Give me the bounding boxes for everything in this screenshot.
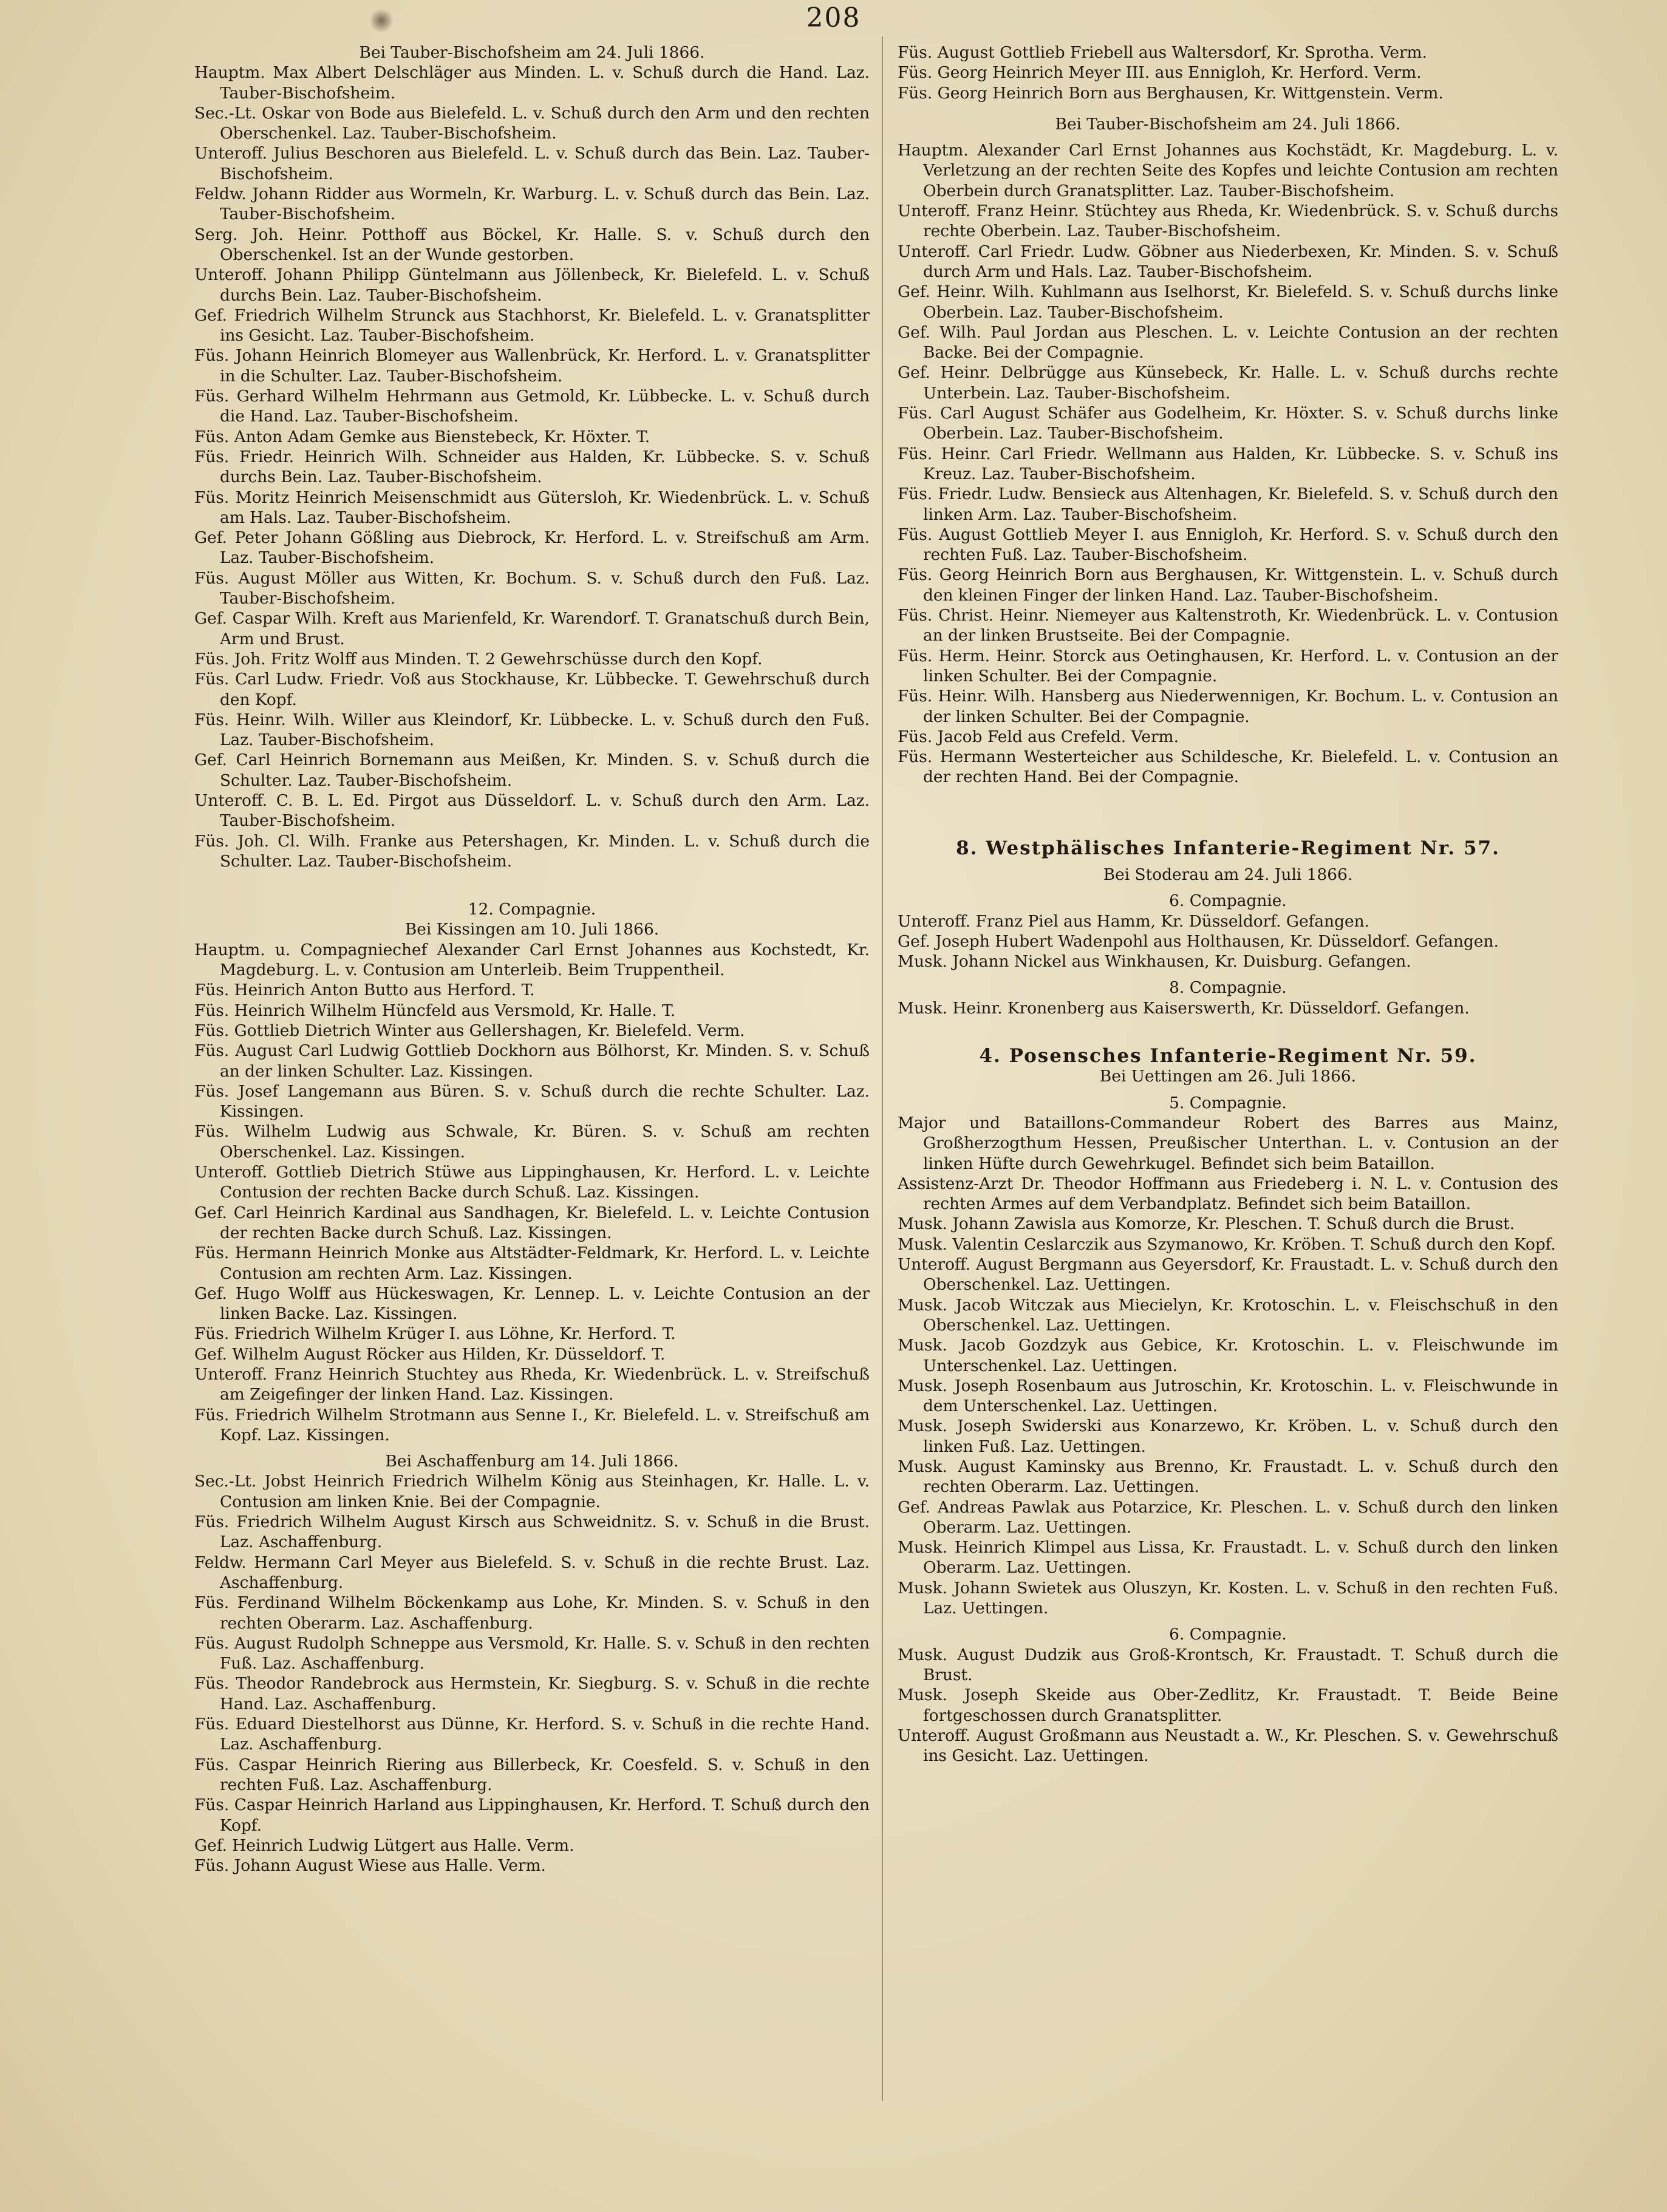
casualty-entry: Füs. Georg Heinrich Born aus Berghausen, Kr. Wittgenstein. L. v. Schuß durch den kleinen Finger der linken Hand. Laz. Tauber-Bischofsheim. bbox=[898, 565, 1558, 605]
casualty-entry: Musk. Joseph Swiderski aus Konarzewo, Kr. Kröben. L. v. Schuß durch den linken Fuß. Laz. Uettingen. bbox=[898, 1417, 1558, 1456]
casualty-entry: Gef. Joseph Hubert Wadenpohl aus Holthausen, Kr. Düsseldorf. Gefangen. bbox=[898, 931, 1499, 951]
casualty-entry: Gef. Hugo Wolff aus Hückeswagen, Kr. Lennep. L. v. Leichte Contusion an der linken Backe. Laz. Kissingen. bbox=[194, 1284, 870, 1324]
casualty-entry: Füs. Caspar Heinrich Harland aus Lippinghausen, Kr. Herford. T. Schuß durch den Kopf. bbox=[194, 1795, 870, 1835]
casualty-entry: Musk. Heinrich Klimpel aus Lissa, Kr. Fraustadt. L. v. Schuß durch den linken Oberarm. Laz. Uettingen. bbox=[898, 1538, 1558, 1577]
casualty-entry: Musk. August Kaminsky aus Brenno, Kr. Fraustadt. L. v. Schuß durch den rechten Oberarm. Laz. Uettingen. bbox=[898, 1457, 1558, 1497]
casualty-entry: Füs. Georg Heinrich Meyer III. aus Ennigloh, Kr. Herford. Verm. bbox=[898, 63, 1422, 83]
casualty-entry: Füs. Eduard Diestelhorst aus Dünne, Kr. Herford. S. v. Schuß in die rechte Hand. Laz. Aschaffenburg. bbox=[194, 1715, 870, 1754]
casualty-entry: Füs. Carl August Schäfer aus Godelheim, Kr. Höxter. S. v. Schuß durchs linke Oberbein. Laz. Tauber-Bischofsheim. bbox=[898, 404, 1558, 443]
section-heading: Bei Uettingen am 26. Juli 1866. bbox=[1099, 1067, 1357, 1086]
casualty-entry: Musk. Johann Zawisla aus Komorze, Kr. Pleschen. T. Schuß durch die Brust. bbox=[898, 1214, 1515, 1234]
casualty-entry: Füs. August Möller aus Witten, Kr. Bochum. S. v. Schuß durch den Fuß. Laz. Tauber-Bischofsheim. bbox=[194, 568, 870, 608]
casualty-entry: Sec.-Lt. Oskar von Bode aus Bielefeld. L. v. Schuß durch den Arm und den rechten Oberschenkel. Laz. Tauber-Bischofsheim. bbox=[194, 103, 870, 143]
casualty-entry: Gef. Friedrich Wilhelm Strunck aus Stachhorst, Kr. Bielefeld. L. v. Granatsplitter ins Gesicht. Laz. Tauber-Bischofsheim. bbox=[194, 305, 870, 345]
casualty-entry: Füs. Joh. Fritz Wolff aus Minden. T. 2 Gewehrschüsse durch den Kopf. bbox=[194, 649, 763, 669]
casualty-entry: Füs. Caspar Heinrich Riering aus Billerbeck, Kr. Coesfeld. S. v. Schuß in den rechten Fuß. Laz. Aschaffenburg. bbox=[194, 1755, 870, 1794]
casualty-entry: Unteroff. C. B. L. Ed. Pirgot aus Düsseldorf. L. v. Schuß durch den Arm. Laz. Tauber-Bischofsheim. bbox=[194, 791, 870, 831]
casualty-entry: Füs. Friedrich Wilhelm August Kirsch aus Schweidnitz. S. v. Schuß in die Brust. Laz. Aschaffenburg. bbox=[194, 1513, 870, 1552]
casualty-entry: Musk. Joseph Rosenbaum aus Jutroschin, Kr. Krotoschin. L. v. Fleischwunde in dem Unterschenkel. Laz. Uettingen. bbox=[898, 1376, 1558, 1416]
casualty-entry: Musk. Johann Swietek aus Oluszyn, Kr. Kosten. L. v. Schuß in den rechten Fuß. Laz. Uettingen. bbox=[898, 1578, 1558, 1618]
casualty-entry: Füs. Herm. Heinr. Storck aus Oetinghausen, Kr. Herford. L. v. Contusion an der linken Schulter. Bei der Compagnie. bbox=[898, 646, 1558, 686]
casualty-entry: Gef. Wilh. Paul Jordan aus Pleschen. L. v. Leichte Contusion an der rechten Backe. Bei der Compagnie. bbox=[898, 322, 1558, 362]
casualty-entry: Füs. Georg Heinrich Born aus Berghausen, Kr. Wittgenstein. Verm. bbox=[898, 83, 1444, 103]
section-heading: Bei Aschaffenburg am 14. Juli 1866. bbox=[385, 1452, 679, 1471]
regiment-heading: 4. Posensches Infanterie-Regiment Nr. 59. bbox=[979, 1045, 1477, 1067]
casualty-entry: Füs. Friedr. Ludw. Bensieck aus Altenhagen, Kr. Bielefeld. S. v. Schuß durch den linken Arm. Laz. Tauber-Bischofsheim. bbox=[898, 485, 1558, 524]
casualty-entry: Füs. Friedrich Wilhelm Strotmann aus Senne I., Kr. Bielefeld. L. v. Streifschuß am Kopf. Laz. Kissingen. bbox=[194, 1405, 870, 1445]
casualty-entry: Füs. Friedr. Heinrich Wilh. Schneider aus Halden, Kr. Lübbecke. S. v. Schuß durchs Bein. Laz. Tauber-Bischofsheim. bbox=[194, 447, 870, 487]
casualty-entry: Hauptm. u. Compagniechef Alexander Carl Ernst Johannes aus Kochstedt, Kr. Magdeburg. L. v. Contusion am Unterleib. Beim Truppentheil. bbox=[194, 940, 870, 980]
casualty-entry: Gef. Heinr. Wilh. Kuhlmann aus Iselhorst, Kr. Bielefeld. S. v. Schuß durchs linke Oberbein. Laz. Tauber-Bischofsheim. bbox=[898, 282, 1558, 322]
casualty-entry: Füs. August Gottlieb Friebell aus Waltersdorf, Kr. Sprotha. Verm. bbox=[898, 43, 1427, 62]
section-heading: 5. Compagnie. bbox=[1169, 1093, 1287, 1112]
casualty-entry: Unteroff. Johann Philipp Güntelmann aus Jöllenbeck, Kr. Bielefeld. L. v. Schuß durchs Bein. Laz. Tauber-Bischofsheim. bbox=[194, 265, 870, 305]
section-heading: 8. Compagnie. bbox=[1169, 978, 1287, 998]
casualty-entry: Füs. Johann August Wiese aus Halle. Verm. bbox=[194, 1856, 546, 1876]
casualty-entry: Unteroff. Gottlieb Dietrich Stüwe aus Lippinghausen, Kr. Herford. L. v. Leichte Contusion der rechten Backe durch Schuß. Laz. Kissingen. bbox=[194, 1163, 870, 1202]
casualty-entry: Füs. Heinr. Carl Friedr. Wellmann aus Halden, Kr. Lübbecke. S. v. Schuß ins Kreuz. Laz. Tauber-Bischofsheim. bbox=[898, 444, 1558, 483]
casualty-entry: Assistenz-Arzt Dr. Theodor Hoffmann aus Friedeberg i. N. L. v. Contusion des rechten Armes auf dem Verbandplatz. Befindet sich beim Bataillon. bbox=[898, 1174, 1558, 1214]
casualty-entry: Füs. Wilhelm Ludwig aus Schwale, Kr. Büren. S. v. Schuß am rechten Oberschenkel. Laz. Kissingen. bbox=[194, 1122, 870, 1162]
casualty-entry: Sec.-Lt. Jobst Heinrich Friedrich Wilhelm König aus Steinhagen, Kr. Halle. L. v. Contusion am linken Knie. Bei der Compagnie. bbox=[194, 1472, 870, 1511]
section-heading: 6. Compagnie. bbox=[1169, 891, 1287, 911]
casualty-entry: Füs. Heinrich Wilhelm Hüncfeld aus Versmold, Kr. Halle. T. bbox=[194, 1001, 676, 1020]
casualty-entry: Feldw. Johann Ridder aus Wormeln, Kr. Warburg. L. v. Schuß durch das Bein. Laz. Tauber-Bischofsheim. bbox=[194, 185, 870, 224]
casualty-entry: Unteroff. Franz Piel aus Hamm, Kr. Düsseldorf. Gefangen. bbox=[898, 911, 1369, 931]
casualty-entry: Füs. Ferdinand Wilhelm Böckenkamp aus Lohe, Kr. Minden. S. v. Schuß in den rechten Oberarm. Laz. Aschaffenburg. bbox=[194, 1593, 870, 1633]
casualty-entry: Musk. Valentin Ceslarczik aus Szymanowo, Kr. Kröben. T. Schuß durch den Kopf. bbox=[898, 1234, 1556, 1254]
casualty-entry: Füs. Hermann Westerteicher aus Schildesche, Kr. Bielefeld. L. v. Contusion an der rechten Hand. Bei der Compagnie. bbox=[898, 747, 1558, 787]
casualty-entry: Major und Bataillons-Commandeur Robert des Barres aus Mainz, Großherzogthum Hessen, Preußischer Unterthan. L. v. Contusion an der linken Hüfte durch Gewehrkugel. Befindet sich beim Bataillon. bbox=[898, 1113, 1558, 1173]
casualty-entry: Hauptm. Alexander Carl Ernst Johannes aus Kochstädt, Kr. Magdeburg. L. v. Verletzung an der rechten Seite des Kopfes und leichte Contusion am rechten Oberbein durch Granatsplitter. Laz. Tauber-Bischofsheim. bbox=[898, 141, 1558, 200]
casualty-entry: Gef. Wilhelm August Röcker aus Hilden, Kr. Düsseldorf. T. bbox=[194, 1344, 666, 1364]
casualty-entry: Füs. Heinr. Wilh. Hansberg aus Niederwennigen, Kr. Bochum. L. v. Contusion an der linken Schulter. Bei der Compagnie. bbox=[898, 687, 1558, 726]
casualty-entry: Füs. Joh. Cl. Wilh. Franke aus Petershagen, Kr. Minden. L. v. Schuß durch die Schulter. Laz. Tauber-Bischofsheim. bbox=[194, 831, 870, 871]
casualty-entry: Gef. Heinr. Delbrügge aus Künsebeck, Kr. Halle. L. v. Schuß durchs rechte Unterbein. Laz. Tauber-Bischofsheim. bbox=[898, 363, 1558, 403]
casualty-entry: Füs. August Carl Ludwig Gottlieb Dockhorn aus Bölhorst, Kr. Minden. S. v. Schuß an der linken Schulter. Laz. Kissingen. bbox=[194, 1041, 870, 1081]
casualty-entry: Feldw. Hermann Carl Meyer aus Bielefeld. S. v. Schuß in die rechte Brust. Laz. Aschaffenburg. bbox=[194, 1553, 870, 1592]
casualty-entry: Füs. August Rudolph Schneppe aus Versmold, Kr. Halle. S. v. Schuß in den rechten Fuß. Laz. Aschaffenburg. bbox=[194, 1633, 870, 1673]
casualty-entry: Füs. Johann Heinrich Blomeyer aus Wallenbrück, Kr. Herford. L. v. Granatsplitter in die Schulter. Laz. Tauber-Bischofsheim. bbox=[194, 346, 870, 386]
casualty-entry: Musk. Johann Nickel aus Winkhausen, Kr. Duisburg. Gefangen. bbox=[898, 952, 1411, 972]
casualty-entry: Gef. Heinrich Ludwig Lütgert aus Halle. Verm. bbox=[194, 1836, 574, 1855]
right-column bbox=[898, 43, 1558, 1766]
casualty-entry: Musk. August Dudzik aus Groß-Krontsch, Kr. Fraustadt. T. Schuß durch die Brust. bbox=[898, 1645, 1558, 1684]
casualty-entry: Füs. Gerhard Wilhelm Hehrmann aus Getmold, Kr. Lübbecke. L. v. Schuß durch die Hand. Laz. Tauber-Bischofsheim. bbox=[194, 387, 870, 426]
casualty-entry: Füs. Hermann Heinrich Monke aus Altstädter-Feldmark, Kr. Herford. L. v. Leichte Contusion am rechten Arm. Laz. Kissingen. bbox=[194, 1244, 870, 1283]
casualty-entry: Füs. Josef Langemann aus Büren. S. v. Schuß durch die rechte Schulter. Laz. Kissingen. bbox=[194, 1081, 870, 1121]
page-number: 208 bbox=[806, 2, 861, 33]
casualty-entry: Unteroff. Franz Heinr. Stüchtey aus Rheda, Kr. Wiedenbrück. S. v. Schuß durchs rechte Oberbein. Laz. Tauber-Bischofsheim. bbox=[898, 202, 1558, 241]
casualty-entry: Gef. Caspar Wilh. Kreft aus Marienfeld, Kr. Warendorf. T. Granatschuß durch Bein, Arm und Brust. bbox=[194, 609, 870, 648]
casualty-entry: Gef. Peter Johann Gößling aus Diebrock, Kr. Herford. L. v. Streifschuß am Arm. Laz. Tauber-Bischofsheim. bbox=[194, 528, 870, 568]
section-heading: Bei Tauber-Bischofsheim am 24. Juli 1866. bbox=[359, 43, 705, 62]
casualty-entry: Füs. Jacob Feld aus Crefeld. Verm. bbox=[898, 727, 1179, 746]
casualty-entry: Musk. Joseph Skeide aus Ober-Zedlitz, Kr. Fraustadt. T. Beide Beine fortgeschossen durch Granatsplitter. bbox=[898, 1686, 1558, 1725]
casualty-entry: Unteroff. Carl Friedr. Ludw. Göbner aus Niederbexen, Kr. Minden. S. v. Schuß durch Arm und Hals. Laz. Tauber-Bischofsheim. bbox=[898, 242, 1558, 281]
casualty-entry: Gef. Carl Heinrich Kardinal aus Sandhagen, Kr. Bielefeld. L. v. Leichte Contusion der rechten Backe durch Schuß. Laz. Kissingen. bbox=[194, 1203, 870, 1242]
casualty-entry: Unteroff. August Bergmann aus Geyersdorf, Kr. Fraustadt. L. v. Schuß durch den Oberschenkel. Laz. Uettingen. bbox=[898, 1255, 1558, 1295]
casualty-entry: Musk. Heinr. Kronenberg aus Kaiserswerth, Kr. Düsseldorf. Gefangen. bbox=[898, 998, 1470, 1018]
casualty-entry: Füs. August Gottlieb Meyer I. aus Ennigloh, Kr. Herford. S. v. Schuß durch den rechten Fuß. Laz. Tauber-Bischofsheim. bbox=[898, 525, 1558, 565]
casualty-entry: Hauptm. Max Albert Delschläger aus Minden. L. v. Schuß durch die Hand. Laz. Tauber-Bischofsheim. bbox=[194, 63, 870, 103]
regiment-heading: 8. Westphälisches Infanterie-Regiment Nr. 57. bbox=[956, 837, 1500, 859]
casualty-entry: Unteroff. Julius Beschoren aus Bielefeld. L. v. Schuß durch das Bein. Laz. Tauber-Bischofsheim. bbox=[194, 144, 870, 183]
section-heading: 6. Compagnie. bbox=[1169, 1625, 1287, 1644]
column-rule bbox=[882, 36, 883, 2101]
casualty-entry: Füs. Anton Adam Gemke aus Bienstebeck, Kr. Höxter. T. bbox=[194, 427, 650, 446]
section-heading: Bei Tauber-Bischofsheim am 24. Juli 1866. bbox=[1055, 114, 1401, 134]
casualty-entry: Füs. Heinrich Anton Butto aus Herford. T. bbox=[194, 981, 535, 1000]
section-heading: Bei Kissingen am 10. Juli 1866. bbox=[404, 920, 660, 939]
casualty-entry: Füs. Heinr. Wilh. Willer aus Kleindorf, Kr. Lübbecke. L. v. Schuß durch den Fuß. Laz. Tauber-Bischofsheim. bbox=[194, 710, 870, 750]
casualty-entry: Musk. Jacob Gozdzyk aus Gebice, Kr. Krotoschin. L. v. Fleischwunde im Unterschenkel. Laz. Uettingen. bbox=[898, 1336, 1558, 1375]
casualty-entry: Füs. Christ. Heinr. Niemeyer aus Kaltenstroth, Kr. Wiedenbrück. L. v. Contusion an der linken Brustseite. Bei der Compagnie. bbox=[898, 606, 1558, 645]
section-heading: Bei Stoderau am 24. Juli 1866. bbox=[1103, 865, 1353, 884]
casualty-entry: Gef. Andreas Pawlak aus Potarzice, Kr. Pleschen. L. v. Schuß durch den linken Oberarm. Laz. Uettingen. bbox=[898, 1497, 1558, 1537]
casualty-entry: Füs. Moritz Heinrich Meisenschmidt aus Gütersloh, Kr. Wiedenbrück. L. v. Schuß am Hals. Laz. Tauber-Bischofsheim. bbox=[194, 488, 870, 527]
casualty-entry: Füs. Gottlieb Dietrich Winter aus Gellershagen, Kr. Bielefeld. Verm. bbox=[194, 1021, 745, 1040]
left-column bbox=[194, 43, 870, 1876]
casualty-entry: Serg. Joh. Heinr. Potthoff aus Böckel, Kr. Halle. S. v. Schuß durch den Oberschenkel. Ist an der Wunde gestorben. bbox=[194, 225, 870, 264]
section-heading: 12. Compagnie. bbox=[468, 900, 596, 919]
casualty-entry: Unteroff. Franz Heinrich Stuchtey aus Rheda, Kr. Wiedenbrück. L. v. Streifschuß am Zeigefinger der linken Hand. Laz. Kissingen. bbox=[194, 1365, 870, 1404]
casualty-entry: Gef. Carl Heinrich Bornemann aus Meißen, Kr. Minden. S. v. Schuß durch die Schulter. Laz. Tauber-Bischofsheim. bbox=[194, 750, 870, 790]
casualty-entry: Füs. Theodor Randebrock aus Hermstein, Kr. Siegburg. S. v. Schuß in die rechte Hand. Laz. Aschaffenburg. bbox=[194, 1674, 870, 1713]
casualty-entry: Füs. Carl Ludw. Friedr. Voß aus Stockhause, Kr. Lübbecke. T. Gewehrschuß durch den Kopf. bbox=[194, 670, 870, 709]
casualty-entry: Musk. Jacob Witczak aus Miecielyn, Kr. Krotoschin. L. v. Fleischschuß in den Oberschenkel. Laz. Uettingen. bbox=[898, 1295, 1558, 1335]
casualty-entry: Unteroff. August Großmann aus Neustadt a. W., Kr. Pleschen. S. v. Gewehrschuß ins Gesicht. Laz. Uettingen. bbox=[898, 1726, 1558, 1766]
casualty-entry: Füs. Friedrich Wilhelm Krüger I. aus Löhne, Kr. Herford. T. bbox=[194, 1324, 676, 1344]
